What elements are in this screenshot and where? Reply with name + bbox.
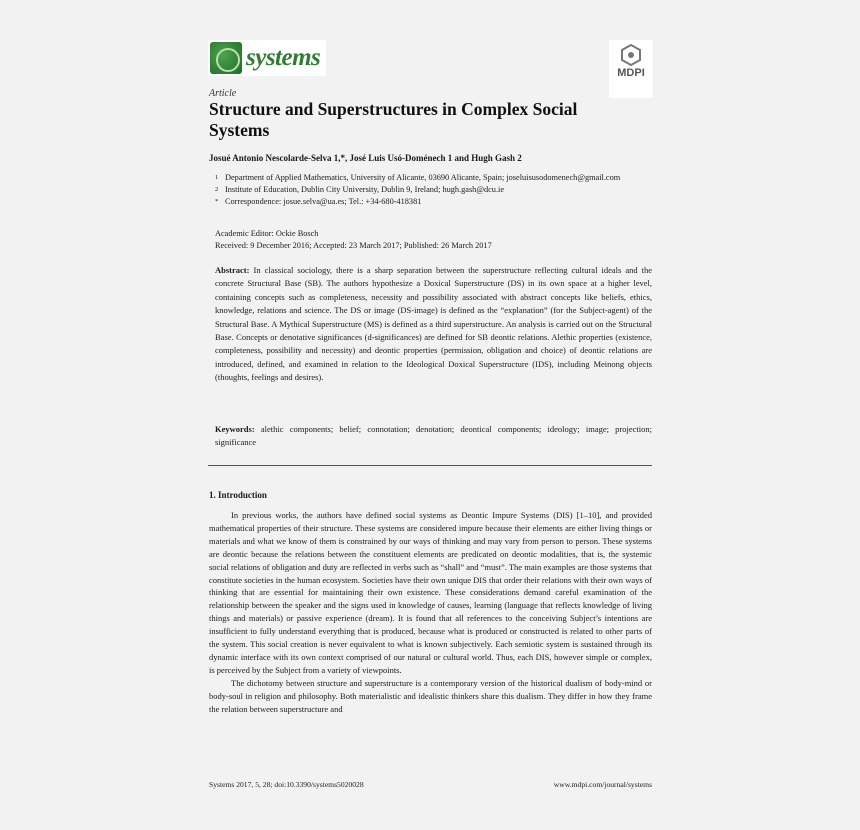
hexagon-icon: [620, 44, 642, 66]
paragraph: In previous works, the authors have defined social systems as Deontic Impure Systems (DIS) [1–10], and provided mathematical properties of their structure. These systems are considered impure because their elements are either living things or materials and what we know of them is constrained by our ways of thinking and may vary from person to person. These systems are deontic because the relations between the constituent elements are predicated on deontic modalities, that is, the systemic social relations of obligation and duty are reflected in verbs such as “shall” and “must”. The main examples are those systems that constitute societies in the human ecosystem. Societies have their own unique DIS that order their relations with their own ways of thinking that are essential for maintaining their own existence. These considerations demand careful examination of the relationship between the speaker and the signs used in knowledge of causes, learning (language that reflects knowledge of living things and materials) or passive experience (dream). It is found that all references to the conceiving Subject’s intentions are insufficient to fully understand everything that is produced, because what is produced or constructed is related to other parts of the system. This social creation is never equivalent to what is known subjectively. Each semiotic system is sustained through its dynamic interface with its own context comprised of our natural or cultural world. Thus, each DIS, however simple or complex, is perceived by the Subject from a variety of viewpoints.: [209, 510, 652, 675]
affiliation-item: [215, 196, 655, 208]
section-divider: [208, 465, 652, 466]
affiliation-mark: 1: [215, 174, 219, 181]
journal-logo[interactable]: [208, 40, 326, 76]
paper-page: [205, 38, 655, 798]
editorial-info: [215, 228, 655, 252]
abstract-text: In classical sociology, there is a sharp separation between the superstructure reflecting cultural ideals and the concrete Structural Base (SB). The authors hypothesize a Doxical Superstructure (DS) in its own space at a higher level, containing concepts such as completeness, necessity and possibility associated with abstract concepts like beliefs, ethics, knowledge, relations and science. The DS or image (DS-image) is defined as the “explanation” (for the Subject-agent) of the Structural Base. A Mythical Superstructure (MS) is defined as a third superstructure. An analysis is carried out on the Structural Base. Concepts or denotative significances (d-significances) are defined for SB deontic relations. Alethic properties (existence, completeness, possibility and necessity) and deontic properties (permission, obligation and choice) of deontic relations are introduced, defined, and examined in relation to the Ideological Doxical Superstructure (IDS), including Meinong objects (thoughts, feelings and desires).: [215, 265, 652, 383]
globe-icon: [210, 42, 242, 74]
citation: Systems 2017, 5, 28; doi:10.3390/systems5020028: [209, 780, 364, 789]
affiliation-text: Department of Applied Mathematics, University of Alicante, 03690 Alicante, Spain; joseluisusodomenech@gmail.com: [225, 173, 621, 182]
author-list: Josué Antonio Nescolarde-Selva 1,*, José Luis Usó-Doménech 1 and Hugh Gash 2: [209, 153, 522, 163]
affiliation-mark: 2: [215, 186, 219, 193]
academic-editor: Academic Editor: Ockie Bosch: [215, 229, 319, 238]
paper-title: Structure and Superstructures in Complex Social Systems: [209, 99, 578, 140]
introduction-body: [209, 509, 652, 716]
abstract-label: Abstract:: [215, 265, 250, 275]
journal-url-link[interactable]: www.mdpi.com/journal/systems: [553, 780, 652, 789]
affiliation-item: [215, 172, 655, 184]
section-heading: 1. Introduction: [209, 490, 267, 500]
keywords: [215, 423, 652, 450]
publication-dates: Received: 9 December 2016; Accepted: 23 March 2017; Published: 26 March 2017: [215, 241, 492, 250]
affiliations: [215, 172, 655, 208]
affiliation-text: Institute of Education, Dublin City University, Dublin 9, Ireland; hugh.gash@dcu.ie: [225, 185, 505, 194]
keywords-label: Keywords:: [215, 424, 255, 434]
journal-name: systems: [246, 44, 321, 71]
publisher-logo[interactable]: [609, 40, 653, 98]
article-type: Article: [209, 88, 237, 99]
publisher-name: MDPI: [617, 67, 645, 79]
page-footer: [209, 780, 652, 789]
keywords-text: alethic components; belief; connotation; denotation; deontical components; ideology; image; projection; significance: [215, 424, 653, 448]
paragraph: The dichotomy between structure and superstructure is a contemporary version of the historical dualism of body-mind or body-soul in religion and philosophy. Both materialistic and idealistic thinkers share this dualism. They differ in how they frame the relation between superstructure and: [209, 677, 652, 714]
affiliation-item: [215, 184, 655, 196]
abstract: [215, 264, 652, 385]
affiliation-mark: *: [215, 198, 219, 205]
affiliation-text: Correspondence: josue.selva@ua.es; Tel.: +34-680-418381: [225, 197, 422, 206]
